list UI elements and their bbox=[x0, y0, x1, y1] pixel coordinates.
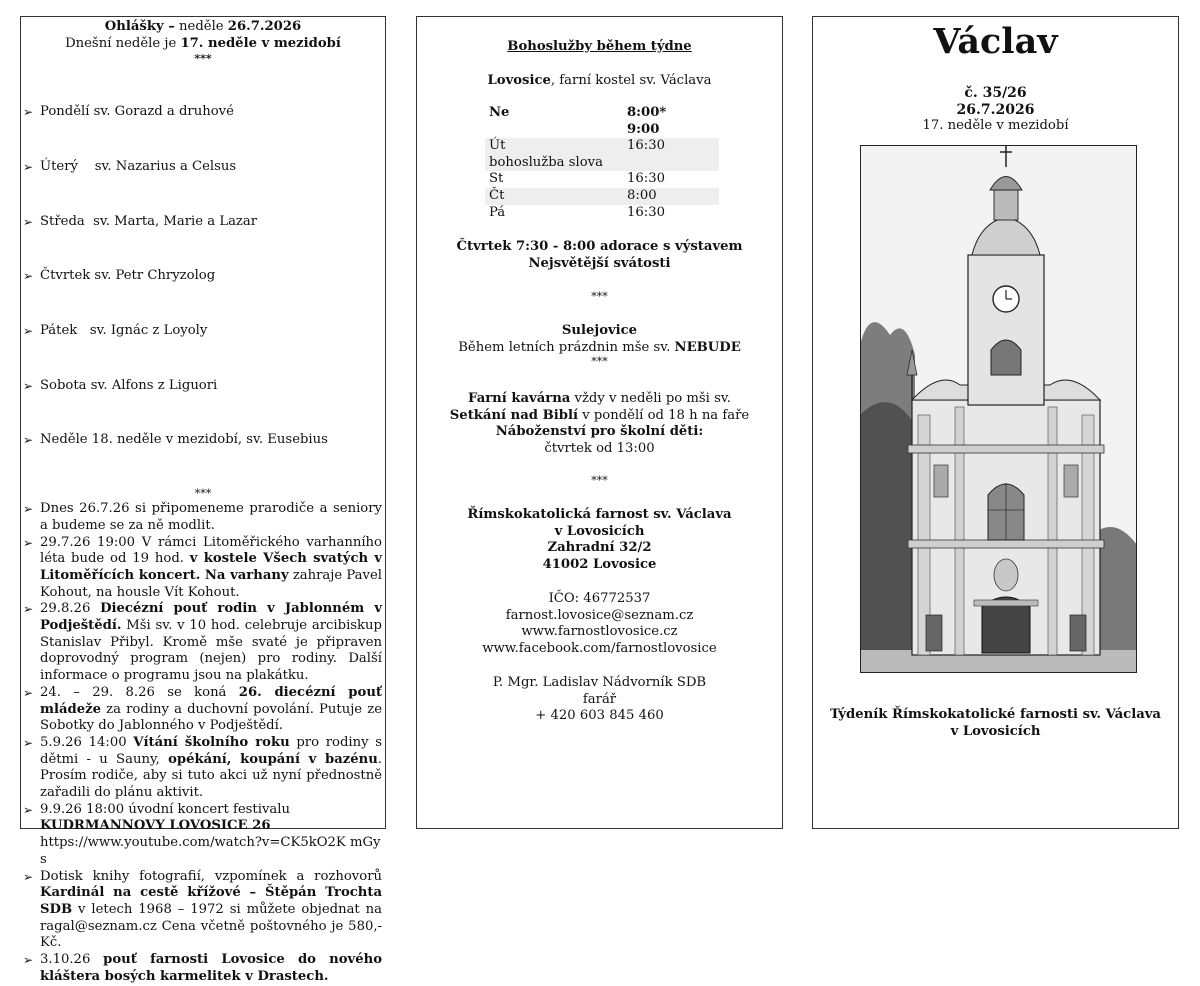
notices-list bbox=[21, 501, 385, 985]
table-row bbox=[485, 105, 719, 122]
stars-divider: *** bbox=[194, 52, 212, 66]
arrow-icon: ➢ bbox=[23, 105, 34, 120]
today-line bbox=[21, 36, 385, 53]
address-line: Římskokatolická farnost sv. Václava bbox=[467, 507, 732, 522]
adoration-block bbox=[417, 239, 782, 272]
stars-divider: *** bbox=[591, 290, 608, 303]
notice-text: zahraje Pavel Kohout, na housle Vít Kohout. bbox=[40, 567, 382, 600]
notice-bold: Diecézní pouť rodin v Jablonném v Podještědí. bbox=[40, 601, 382, 634]
notice-text: 29.8.26 bbox=[40, 601, 101, 617]
arrow-icon: ➢ bbox=[23, 869, 34, 884]
schedule-time: 16:30 bbox=[627, 171, 666, 187]
week-list bbox=[21, 66, 385, 487]
week-day: Úterý sv. Nazarius a Celsus bbox=[40, 158, 237, 174]
issue-meta bbox=[813, 85, 1178, 135]
week-day: Pondělí sv. Gorazd a druhové bbox=[40, 104, 234, 120]
schedule-time: 9:00 bbox=[627, 121, 660, 137]
arrow-icon: ➢ bbox=[23, 685, 34, 700]
services-heading: Bohoslužby během týdne bbox=[507, 39, 692, 54]
notice-bold: 26. diecézní pouť mládeže bbox=[40, 684, 382, 717]
church-line bbox=[417, 73, 782, 90]
contact-block bbox=[417, 591, 782, 657]
schedule-time: 16:30 bbox=[623, 138, 719, 155]
arrow-icon: ➢ bbox=[23, 324, 34, 338]
sulejovice-title: Sulejovice bbox=[561, 323, 638, 338]
list-item bbox=[21, 869, 382, 953]
sulejovice-text: Během letních prázdnin mše sv. bbox=[458, 339, 675, 355]
stars-divider: *** bbox=[591, 355, 608, 369]
list-item bbox=[21, 159, 382, 176]
schedule-table bbox=[485, 105, 719, 221]
list-item bbox=[21, 802, 382, 869]
priest-name: P. Mgr. Ladislav Nádvorník SDB bbox=[492, 675, 707, 690]
list-item bbox=[21, 104, 382, 121]
arrow-icon: ➢ bbox=[23, 378, 34, 393]
schedule-time bbox=[623, 155, 719, 172]
arrow-icon: ➢ bbox=[23, 269, 34, 284]
week-day: Pátek sv. Ignác z Loyoly bbox=[40, 323, 208, 338]
email-link[interactable]: farnost.lovosice@seznam.cz bbox=[505, 607, 694, 623]
schedule-day: bohoslužba slova bbox=[485, 155, 623, 172]
church-illustration bbox=[860, 145, 1137, 673]
stars-divider: *** bbox=[591, 474, 608, 487]
place-rest: , farní kostel sv. Václava bbox=[550, 73, 712, 88]
adoration-line: Nejsvětější svátosti bbox=[528, 255, 671, 271]
schedule-time: 16:30 bbox=[627, 204, 666, 220]
announcements-header bbox=[21, 19, 385, 36]
arrow-icon: ➢ bbox=[23, 953, 34, 968]
notice-text: Dotisk knihy fotografií, vzpomínek a rozhovorů bbox=[40, 868, 382, 884]
list-item bbox=[21, 735, 382, 802]
bulletin-footer bbox=[813, 707, 1178, 740]
phone-number: + 420 603 845 460 bbox=[535, 708, 664, 724]
priest-block bbox=[417, 675, 782, 725]
schedule-time: 8:00 bbox=[623, 188, 719, 205]
schedule-day: Út bbox=[485, 138, 623, 155]
schedule-day: Čt bbox=[485, 188, 623, 205]
adoration-line: Čtvrtek 7:30 - 8:00 adorace s výstavem bbox=[456, 239, 743, 254]
week-day: Čtvrtek sv. Petr Chryzolog bbox=[40, 268, 216, 284]
sulejovice-line bbox=[417, 340, 782, 357]
table-row bbox=[485, 155, 719, 172]
arrow-icon: ➢ bbox=[23, 214, 34, 229]
arrow-icon: ➢ bbox=[23, 735, 34, 750]
week-day: Středa sv. Marta, Marie a Lazar bbox=[40, 213, 258, 229]
bulletin-title: Václav bbox=[933, 21, 1058, 62]
services-panel bbox=[416, 16, 783, 829]
issue-sunday: 17. neděle v mezidobí bbox=[922, 118, 1069, 133]
cover-panel bbox=[812, 16, 1179, 829]
header-date: 26.7.2026 bbox=[227, 19, 302, 34]
notice-bold: KUDRMANNOVY LOVOSICE 26 bbox=[40, 818, 271, 834]
footer-line: Týdeník Římskokatolické farnosti sv. Václava bbox=[830, 707, 1161, 722]
notice-text: 3.10.26 bbox=[40, 952, 104, 968]
today-value: 17. neděle v mezidobí bbox=[180, 35, 341, 51]
youtube-link[interactable]: https://www.youtube.com/watch?v=CK5kO2K mGys bbox=[40, 835, 381, 867]
footer-line: v Lovosicích bbox=[950, 723, 1041, 739]
arrow-icon: ➢ bbox=[23, 159, 34, 174]
notice-bold: Kardinál na cestě křížové – Štěpán Trochta SDB bbox=[40, 885, 382, 917]
notice-text: 29.7.26 19:00 V rámci Litoměřického varhanního léta bude od 19 hod. bbox=[40, 534, 382, 567]
facebook-link[interactable]: www.facebook.com/farnostlovosice bbox=[482, 640, 717, 656]
list-item bbox=[21, 432, 382, 449]
schedule-day: Pá bbox=[489, 204, 506, 220]
notice-text: . Prosím rodiče, aby si tuto akci už nyní přednostně zařadili do plánu aktivit. bbox=[40, 751, 382, 801]
cafe-bold: Farní kavárna bbox=[468, 391, 571, 406]
list-item bbox=[21, 535, 382, 602]
notice-text: Mši sv. v 10 hod. celebruje arcibiskup Stanislav Přibyl. Kromě mše svaté je připraven doprovodný program (nejen) pro rodiny. Další informace o programu jsou na plakátku. bbox=[40, 618, 382, 684]
schedule-day: St bbox=[489, 171, 504, 187]
arrow-icon: ➢ bbox=[23, 433, 34, 448]
today-prefix: Dnešní neděle je bbox=[65, 35, 181, 51]
notice-text: za rodiny a duchovní povolání. Putuje ze Sobotky do Jablonného v Podještědí. bbox=[40, 701, 382, 734]
ico-number: IČO: 46772537 bbox=[548, 591, 651, 606]
sulejovice-block bbox=[417, 323, 782, 368]
parish-address bbox=[417, 507, 782, 573]
announcements-label: Ohlášky – bbox=[104, 19, 175, 34]
arrow-icon: ➢ bbox=[23, 602, 34, 617]
bible-bold: Setkání nad Biblí bbox=[449, 407, 578, 423]
place-name: Lovosice bbox=[487, 73, 551, 88]
table-row bbox=[485, 205, 719, 222]
notice-text: 9.9.26 18:00 úvodní koncert festivalu bbox=[40, 801, 290, 817]
bible-line bbox=[417, 408, 782, 425]
list-item bbox=[21, 378, 382, 395]
address-line: v Lovosicích bbox=[554, 523, 645, 539]
arrow-icon: ➢ bbox=[23, 535, 34, 550]
priest-role: farář bbox=[582, 691, 617, 707]
address-line: 41002 Lovosice bbox=[542, 556, 657, 572]
cafe-rest: vždy v neděli po mši sv. bbox=[570, 391, 731, 406]
table-row bbox=[485, 138, 719, 155]
list-item bbox=[21, 214, 382, 231]
notice-bold: pouť farnosti Lovosice do nového kláštera bosých karmelitek v Drastech. bbox=[40, 952, 382, 984]
notice-bold: v kostele Všech svatých v Litoměřících koncert. Na varhany bbox=[40, 551, 382, 583]
notice-text: pro rodiny s dětmi - u Sauny, bbox=[40, 734, 382, 767]
week-day: Sobota sv. Alfons z Liguori bbox=[40, 377, 218, 393]
notice-bold: opékání, koupání v bazénu bbox=[168, 751, 378, 767]
religion-title: Náboženství pro školní děti: bbox=[495, 424, 704, 440]
list-item bbox=[21, 685, 382, 735]
notice-text: Dnes 26.7.26 si připomeneme prarodiče a seniory a budeme se za ně modlit. bbox=[40, 501, 382, 533]
arrow-icon: ➢ bbox=[23, 502, 34, 517]
list-item bbox=[21, 601, 382, 685]
activities-block bbox=[417, 391, 782, 457]
religion-time: čtvrtek od 13:00 bbox=[544, 440, 655, 456]
week-day: Neděle 18. neděle v mezidobí, sv. Eusebius bbox=[40, 432, 328, 448]
website-link[interactable]: www.farnostlovosice.cz bbox=[521, 624, 678, 640]
schedule-day bbox=[485, 122, 623, 139]
list-item bbox=[21, 952, 382, 985]
address-line: Zahradní 32/2 bbox=[547, 540, 652, 556]
announcements-panel bbox=[20, 16, 386, 984]
notice-bold: Vítání školního roku bbox=[133, 734, 290, 750]
notice-text: 24. – 29. 8.26 se koná bbox=[40, 684, 239, 700]
stars-divider: *** bbox=[194, 487, 212, 501]
list-item bbox=[21, 501, 382, 534]
arrow-icon: ➢ bbox=[23, 802, 34, 817]
notice-text: v letech 1968 – 1972 si můžete objednat na ragal@seznam.cz Cena včetně poštovného je 580,- Kč. bbox=[40, 901, 382, 951]
table-row bbox=[485, 188, 719, 205]
schedule-time: 8:00* bbox=[627, 105, 667, 120]
notice-text: 5.9.26 14:00 bbox=[40, 734, 134, 750]
bible-rest: v pondělí od 18 h na faře bbox=[578, 407, 750, 423]
list-item bbox=[21, 268, 382, 285]
sulejovice-bold: NEBUDE bbox=[674, 339, 741, 355]
list-item bbox=[21, 323, 382, 340]
issue-date: 26.7.2026 bbox=[956, 101, 1035, 118]
table-row bbox=[485, 122, 719, 139]
schedule-day: Ne bbox=[489, 105, 510, 120]
issue-number: č. 35/26 bbox=[964, 85, 1027, 101]
header-date-prefix: neděle bbox=[174, 19, 228, 34]
cafe-line bbox=[417, 391, 782, 408]
table-row bbox=[485, 171, 719, 188]
